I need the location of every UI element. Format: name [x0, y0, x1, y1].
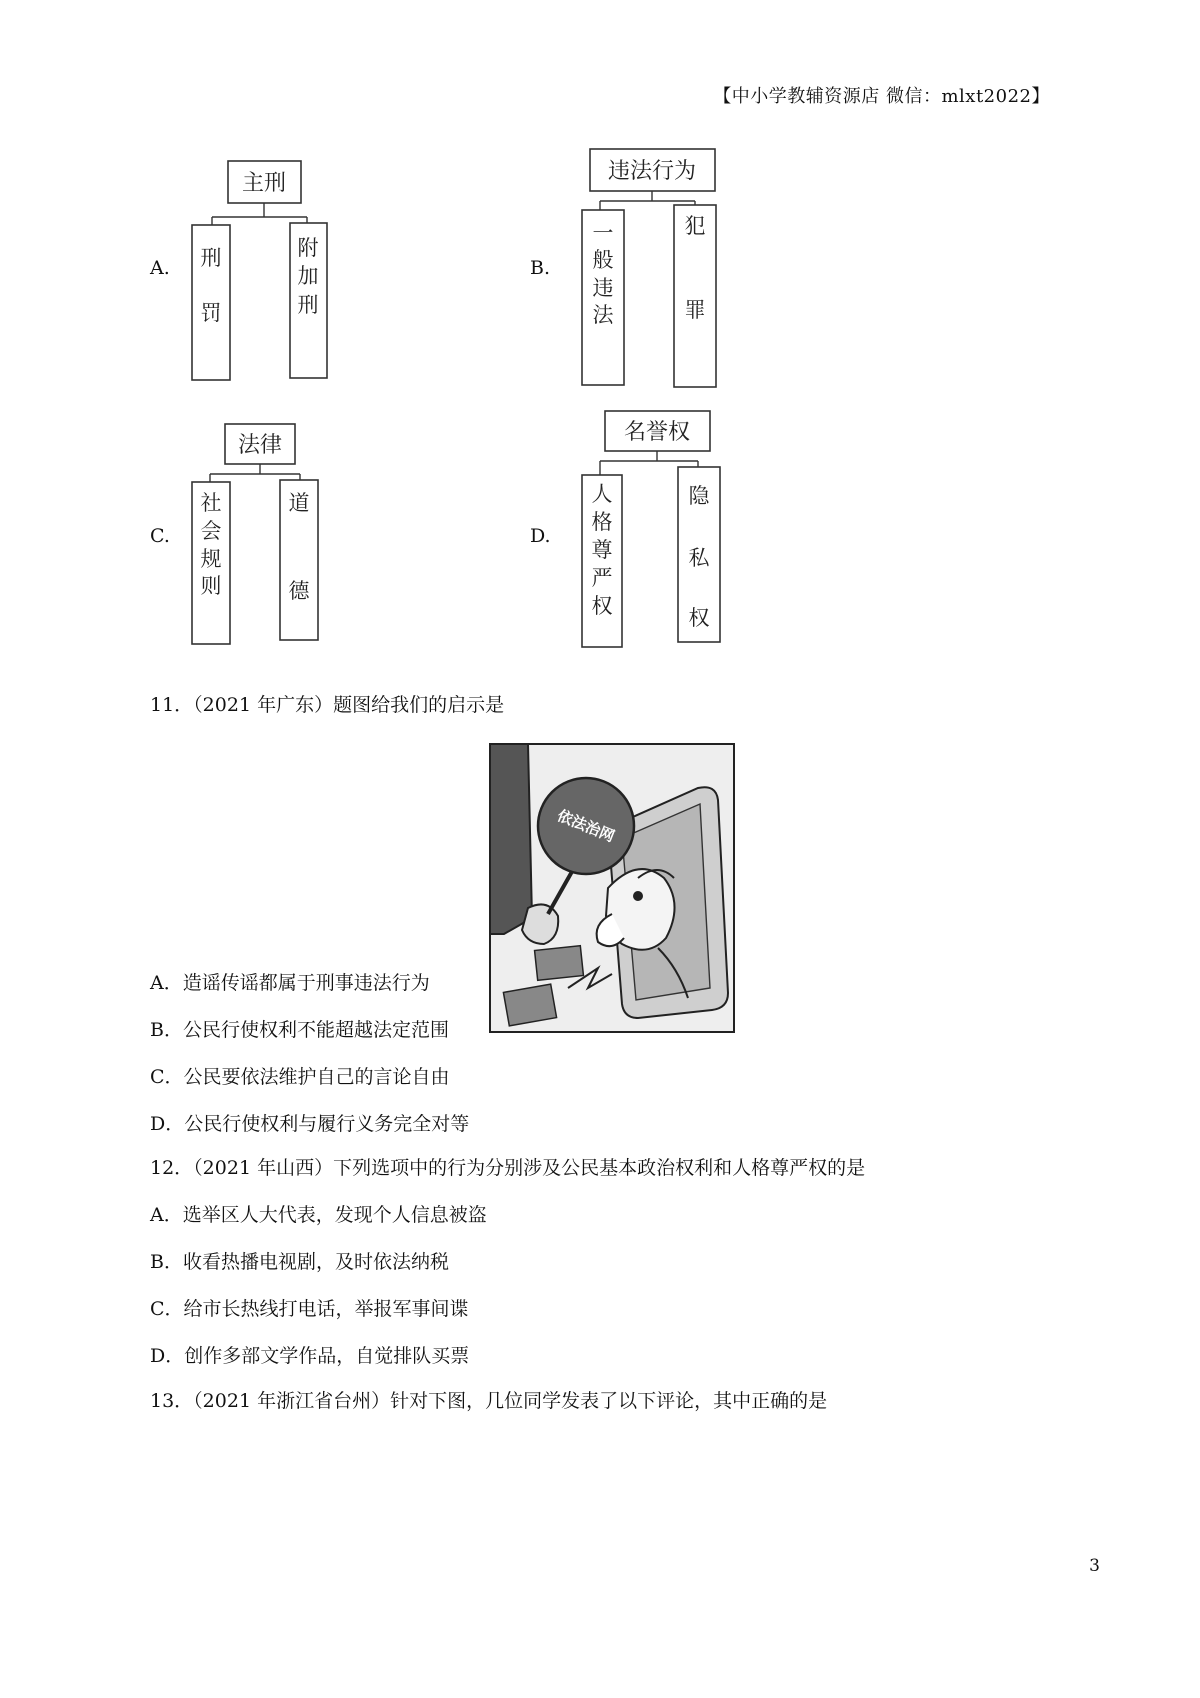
q11-option-a: A．造谣传谣都属于刑事违法行为: [150, 972, 430, 994]
diagram-a: [190, 155, 350, 389]
question-11-stem: 11．（2021 年广东）题图给我们的启示是: [150, 694, 505, 716]
q12-option-d: D．创作多部文学作品，自觉排队买票: [150, 1345, 470, 1367]
diagram-d-left-5: 权: [591, 594, 613, 618]
diagram-c-left-2: 会: [200, 519, 222, 543]
q12-option-a: A．选举区人大代表，发现个人信息被盗: [150, 1204, 487, 1226]
option-b-label: B.: [530, 257, 551, 279]
cartoon-sign-text: 依法治网: [554, 806, 618, 846]
diagram-c-left-1: 社: [200, 491, 222, 515]
diagram-b-left-2: 般: [592, 248, 614, 272]
diagram-b-right-1: 犯: [684, 214, 706, 238]
diagram-b-top: 违法行为: [607, 159, 697, 184]
page-header: 【中小学教辅资源店 微信：mlxt2022】: [713, 86, 1050, 107]
diagram-d-right-2: 私: [688, 546, 710, 570]
question-12-stem: 12．（2021 年山西）下列选项中的行为分别涉及公民基本政治权利和人格尊严权的是: [150, 1157, 866, 1179]
diagram-d: [580, 405, 740, 664]
diagram-d-left-3: 尊: [591, 538, 613, 562]
option-d-label: D.: [530, 525, 551, 547]
diagram-c-right-1: 道: [288, 491, 310, 515]
diagram-a-left-2: 罚: [200, 301, 222, 325]
diagram-d-left-1: 人: [591, 482, 613, 506]
diagram-a-right-3: 刑: [297, 293, 319, 317]
diagram-a-left-1: 刑: [200, 246, 222, 270]
diagram-a-right-2: 加: [297, 264, 319, 288]
diagram-d-left-4: 严: [591, 566, 613, 590]
question-13-stem: 13．（2021 年浙江省台州）针对下图，几位同学发表了以下评论，其中正确的是: [150, 1390, 828, 1412]
diagram-b-left-4: 法: [592, 303, 614, 327]
diagram-d-left-2: 格: [591, 510, 613, 534]
option-a-label: A.: [150, 257, 170, 279]
q11-option-d: D．公民行使权利与履行义务完全对等: [150, 1113, 470, 1135]
page-number: 3: [1089, 1556, 1100, 1576]
diagram-d-top: 名誉权: [623, 420, 691, 445]
diagram-c: [190, 418, 350, 662]
cartoon-image: [488, 738, 738, 1040]
q12-option-c: C．给市长热线打电话，举报军事间谍: [150, 1298, 469, 1320]
diagram-b-left-1: 一: [592, 221, 614, 245]
diagram-a-right-1: 附: [297, 236, 319, 260]
option-c-label: C.: [150, 525, 170, 547]
diagram-c-left-3: 规: [200, 547, 222, 571]
diagram-b-left-3: 违: [592, 276, 614, 300]
diagram-c-top: 法律: [237, 433, 283, 458]
diagram-d-right-1: 隐: [688, 484, 710, 508]
q11-option-b: B．公民行使权利不能超越法定范围: [150, 1019, 449, 1041]
q12-option-b: B．收看热播电视剧，及时依法纳税: [150, 1251, 449, 1273]
diagram-c-left-4: 则: [200, 574, 222, 598]
diagram-b: [580, 145, 740, 399]
q11-option-c: C．公民要依法维护自己的言论自由: [150, 1066, 450, 1088]
diagram-a-top: 主刑: [241, 171, 287, 196]
diagram-d-right-3: 权: [688, 606, 710, 630]
diagram-c-right-2: 德: [288, 579, 310, 603]
diagram-b-right-2: 罪: [684, 298, 706, 322]
